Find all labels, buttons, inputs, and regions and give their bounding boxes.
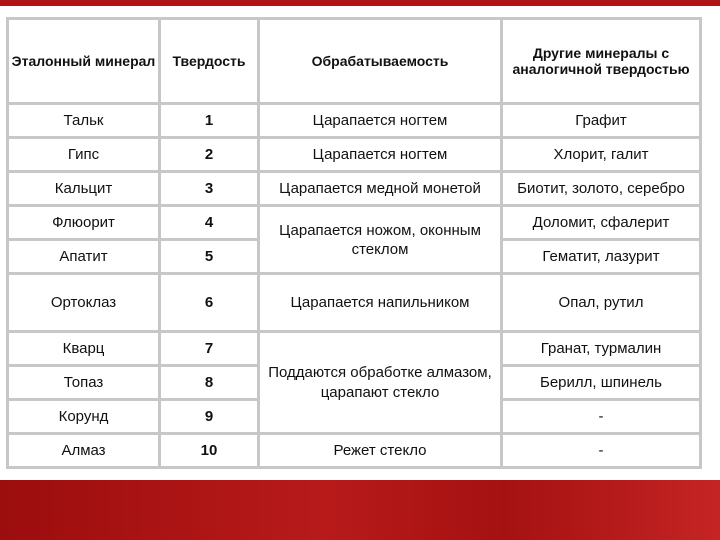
workability-cell: Царапается ножом, оконным стеклом <box>260 207 500 272</box>
mineral-cell: Апатит <box>9 241 158 272</box>
hardness-cell: 3 <box>161 173 257 204</box>
hardness-cell: 5 <box>161 241 257 272</box>
other-minerals-cell: Гематит, лазурит <box>503 241 699 272</box>
header-other-minerals: Другие минералы с аналогичной твердостью <box>503 20 699 102</box>
table-row <box>9 105 699 136</box>
header-workability: Обрабатываемость <box>260 20 500 102</box>
table-row <box>9 275 699 330</box>
table-row <box>9 139 699 170</box>
mineral-cell: Кальцит <box>9 173 158 204</box>
mineral-cell: Тальк <box>9 105 158 136</box>
hardness-cell: 8 <box>161 367 257 398</box>
table-row <box>9 207 699 238</box>
other-minerals-cell: Берилл, шпинель <box>503 367 699 398</box>
mineral-cell: Алмаз <box>9 435 158 466</box>
hardness-cell: 4 <box>161 207 257 238</box>
other-minerals-cell: Графит <box>503 105 699 136</box>
workability-cell: Царапается медной монетой <box>260 173 500 204</box>
other-minerals-cell: Опал, рутил <box>503 275 699 330</box>
hardness-cell: 7 <box>161 333 257 364</box>
other-minerals-cell: Хлорит, галит <box>503 139 699 170</box>
header-hardness: Твердость <box>161 20 257 102</box>
workability-cell: Царапается ногтем <box>260 139 500 170</box>
other-minerals-cell: - <box>503 435 699 466</box>
workability-cell: Поддаются обработке алмазом, царапают стекло <box>260 333 500 432</box>
hardness-cell: 10 <box>161 435 257 466</box>
table-header-row <box>9 20 699 102</box>
mineral-cell: Топаз <box>9 367 158 398</box>
mineral-hardness-table <box>6 17 702 469</box>
other-minerals-cell: Доломит, сфалерит <box>503 207 699 238</box>
workability-cell: Царапается ногтем <box>260 105 500 136</box>
slide-bottom-band <box>0 480 720 540</box>
hardness-cell: 9 <box>161 401 257 432</box>
mineral-cell: Гипс <box>9 139 158 170</box>
other-minerals-cell: Биотит, золото, серебро <box>503 173 699 204</box>
other-minerals-cell: Гранат, турмалин <box>503 333 699 364</box>
table-row <box>9 333 699 364</box>
mineral-cell: Ортоклаз <box>9 275 158 330</box>
hardness-cell: 2 <box>161 139 257 170</box>
mineral-cell: Кварц <box>9 333 158 364</box>
table-row <box>9 435 699 466</box>
table-row <box>9 173 699 204</box>
hardness-cell: 6 <box>161 275 257 330</box>
mineral-cell: Флюорит <box>9 207 158 238</box>
hardness-cell: 1 <box>161 105 257 136</box>
header-reference-mineral: Эталонный минерал <box>9 20 158 102</box>
workability-cell: Царапается напильником <box>260 275 500 330</box>
other-minerals-cell: - <box>503 401 699 432</box>
mineral-cell: Корунд <box>9 401 158 432</box>
workability-cell: Режет стекло <box>260 435 500 466</box>
